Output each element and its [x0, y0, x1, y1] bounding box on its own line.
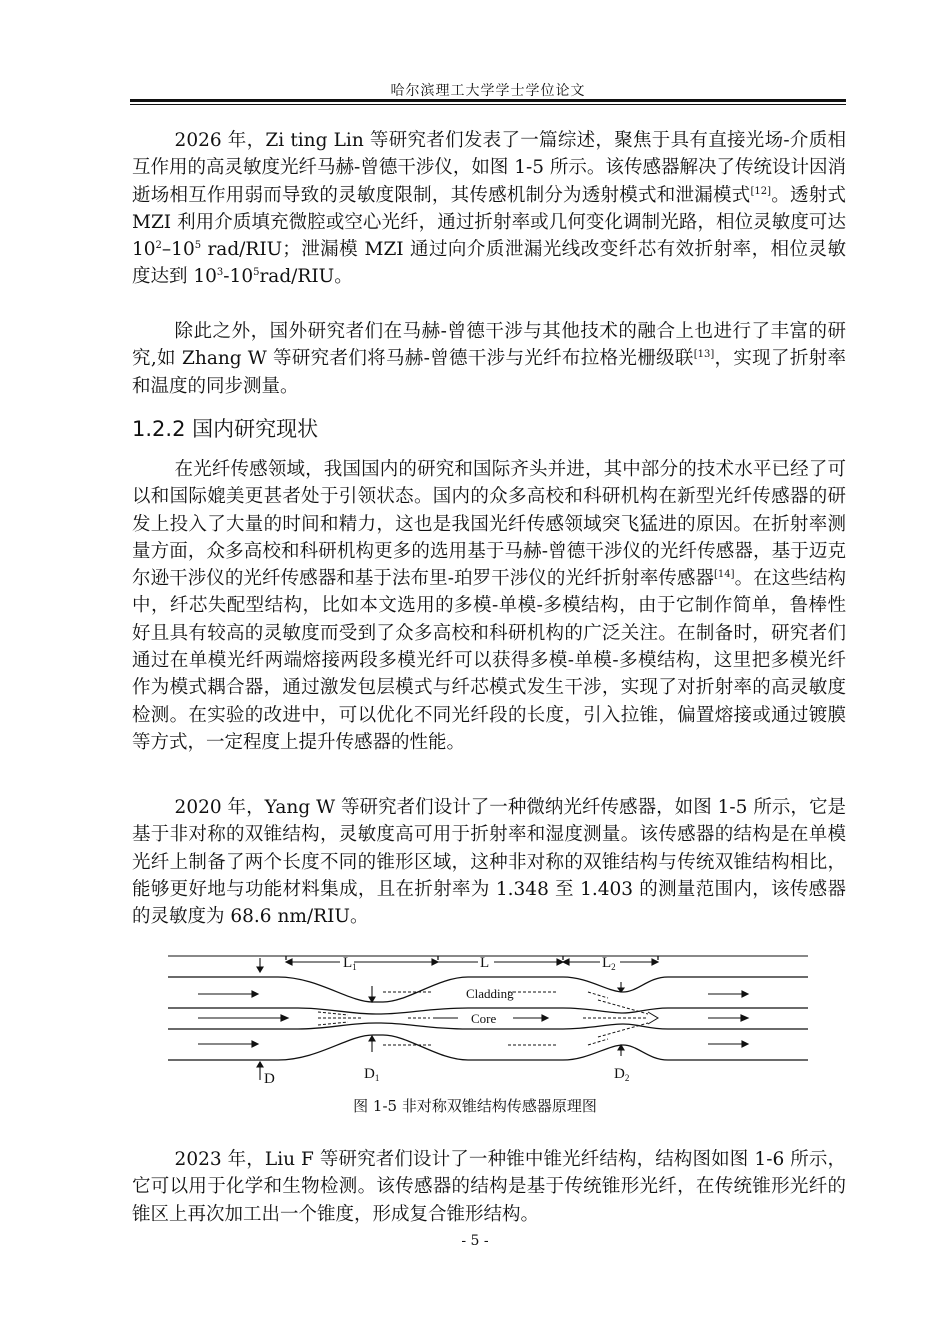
- arrow-right-icon: [281, 1015, 288, 1021]
- label-l1: $L_1$: [343, 955, 357, 972]
- citation-12: [12]: [750, 185, 772, 197]
- section-heading: 1.2.2 国内研究现状: [132, 417, 319, 441]
- arrow-right-icon: [542, 1015, 548, 1021]
- page-number: - 5 -: [461, 1233, 489, 1249]
- paragraph-4: 2020 年，Yang W 等研究者们设计了一种微纳光纤传感器，如图 1-5 所示，它是基于非对称的双锥结构，灵敏度高可用于折射率和湿度测量。该传感器的结构是在单模光纤上制备了两个长度不同的锥形区域，这种非对称的双锥结构与传统双锥结构相比，能够更好地与功能材料集成，且在折射率为 1.348 至 1.403 的测量范围内，该传感器的灵敏度为 68.6 nm/RIU。: [132, 797, 846, 928]
- cladding-bottom-boundary: [168, 1035, 808, 1060]
- label-cladding: Cladding: [466, 986, 514, 1001]
- arrow-right-icon: [652, 959, 658, 965]
- page-header: 哈尔滨理工大学学士学位论文: [390, 83, 586, 99]
- label-d2: $D_2$: [614, 1066, 630, 1083]
- arrow-up-icon: [257, 1062, 263, 1067]
- arrow-right-icon: [741, 1015, 748, 1021]
- arrow-left-icon: [563, 959, 569, 965]
- arrow-right-icon: [432, 959, 438, 965]
- arrow-left-icon: [286, 959, 292, 965]
- paragraph-2: 除此之外，国外研究者们在马赫-曾德干涉与其他技术的融合上也进行了丰富的研究,如 Zhang W 等研究者们将马赫-曾德干涉与光纤布拉格光栅级联[13]，实现了折射率和温度的同步测量。: [132, 321, 846, 397]
- label-d: D: [264, 1071, 275, 1087]
- label-core: Core: [471, 1011, 497, 1026]
- arrow-right-icon: [252, 991, 258, 997]
- arrow-down-icon: [257, 967, 263, 972]
- biconical-taper-diagram: [168, 952, 808, 1090]
- arrow-up-icon: [369, 1036, 375, 1041]
- header-rule-thick: [130, 99, 846, 102]
- figure-caption: 图 1-5 非对称双锥结构传感器原理图: [353, 1097, 597, 1115]
- arrow-right-icon: [742, 991, 748, 997]
- arrow-right-icon: [742, 1041, 748, 1047]
- paragraph-1: 2026 年，Zi ting Lin 等研究者们发表了一篇综述，聚焦于具有直接光场-介质相互作用的高灵敏度光纤马赫-曾德干涉仪，如图 1-5 所示。该传感器解决了传统设计因消逝场相互作用弱而导致的灵敏度限制，其传感机制分为透射模式和泄漏模式[12]。透射式 MZI 利用介质填充微腔或空心光纤，通过折射率或几何变化调制光路，相位灵敏度可达 $10^2-10^5$ rad/RIU；泄漏模 MZI 通过向介质泄漏光线改变纤芯有效折射率，相位灵敏度达到 $10^3-10^5rad$/RIU。: [132, 130, 846, 288]
- label-l: L: [480, 955, 490, 971]
- label-l2: $L_2$: [602, 955, 616, 972]
- citation-13: [13]: [693, 349, 715, 361]
- arrow-right-icon: [252, 1041, 258, 1047]
- paragraph-3: 在光纤传感领域，我国国内的研究和国际齐头并进，其中部分的技术水平已经了可以和国际媲美更甚者处于引领状态。国内的众多高校和科研机构在新型光纤传感器的研发上投入了大量的时间和精力，这也是我国光纤传感领域突飞猛进的原因。在折射率测量方面，众多高校和科研机构更多的选用基于马赫-曾德干涉仪的光纤传感器，基于迈克尔逊干涉仪的光纤传感器和基于法布里-珀罗干涉仪的光纤折射率传感器[14]。在这些结构中，纤芯失配型结构，比如本文选用的多模-单模-多模结构，由于它制作简单，鲁棒性好且具有较高的灵敏度而受到了众多高校和科研机构的广泛关注。在制备时，研究者们通过在单模光纤两端熔接两段多模光纤可以获得多模-单模-多模结构，这里把多模光纤作为模式耦合器，通过激发包层模式与纤芯模式发生干涉，实现了对折射率的高灵敏度检测。在实验的改进中，可以优化不同光纤段的长度，引入拉锥，偏置熔接或通过镀膜等方式，一定程度上提升传感器的性能。: [132, 459, 846, 753]
- header-rule-thin: [130, 104, 846, 105]
- paragraph-5: 2023 年，Liu F 等研究者们设计了一种锥中锥光纤结构，结构图如图 1-6 所示，它可以用于化学和生物检测。该传感器的结构是基于传统锥形光纤，在传统锥形光纤的锥区上再次加工出一个锥度，形成复合锥形结构。: [132, 1149, 846, 1225]
- label-d1: $D_1$: [364, 1066, 380, 1083]
- citation-14: [14]: [714, 569, 735, 581]
